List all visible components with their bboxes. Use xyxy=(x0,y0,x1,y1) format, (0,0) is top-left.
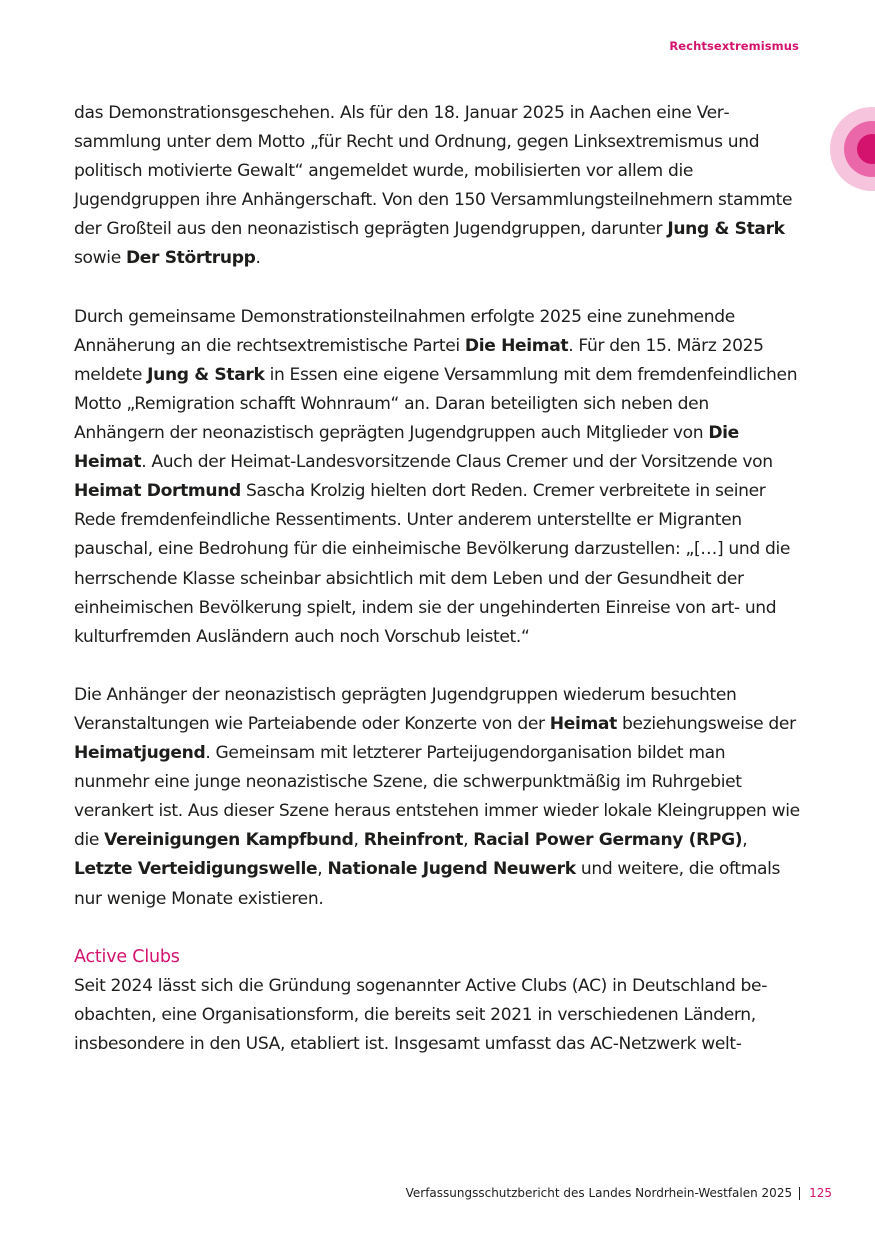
text-run: . Für den 15. März 2025 meldete xyxy=(74,335,764,385)
paragraph-2 xyxy=(74,303,802,652)
page-number: 125 xyxy=(809,1186,832,1200)
bold-term: Der Störtrupp xyxy=(125,248,256,269)
text-run: Sascha Krolzig hielten dort Reden. Cremer verbreitete in seiner Rede fremdenfeindliche Ressentiments. Unter anderem unterstellte er Migranten pauschal, eine Bedrohung für die einheimische Bevölkerung darzustellen: „[…] und die herrschende Klasse scheinbar absichtlich mit dem Leben und der Gesundheit der einheimischen Bevölkerung spielt, indem sie der ungehinderten Einreise von art- und kulturfremden Ausländern auch noch Vorschub leistet.“ xyxy=(74,481,791,647)
text-run: beziehungsweise der xyxy=(616,713,796,734)
text-run: Die Anhänger der neonazistisch geprägten Jugendgruppen wiederum besuchten Veranstaltungen wie Parteiabende oder Konzerte von der xyxy=(74,684,737,734)
text-run: , xyxy=(463,830,474,851)
concentric-circles-decoration xyxy=(830,107,875,191)
bold-term: Rheinfront xyxy=(363,830,464,851)
text-run: , xyxy=(317,859,328,880)
body-text xyxy=(74,99,802,1088)
section-heading: Active Clubs xyxy=(74,946,180,967)
paragraph-3 xyxy=(74,681,802,914)
bold-term: Racial Power Germany (RPG) xyxy=(473,830,743,851)
bold-term: Heimat Dortmund xyxy=(74,481,241,502)
text-run: . Auch der Heimat-Landesvorsitzende Claus Cremer und der Vorsitzende von xyxy=(141,452,773,473)
text-run: in Essen eine eigene Versammlung mit dem fremdenfeindlichen Motto „Remigration schafft Wohnraum“ an. Daran beteiligten sich neben den Anhängern der neonazistisch geprägten Jugendgruppen auch Mitglieder von xyxy=(74,364,798,444)
bold-term: Heimatjugend xyxy=(74,743,206,764)
text-run: , xyxy=(353,830,364,851)
footer-separator xyxy=(799,1187,800,1200)
text-run: Seit 2024 lässt sich die Gründung sogenannter Active Clubs (AC) in Deutschland beobachten, eine Organisationsform, die bereits seit 2021 in verschiedenen Ländern, insbesondere in den USA, etabliert ist. Insgesamt umfasst das AC-Netzwerk welt- xyxy=(74,975,768,1054)
text-run: das Demonstrationsgeschehen. Als für den 18. Januar 2025 in Aachen eine Versammlung unter dem Motto „für Recht und Ordnung, gegen Linksextremismus und politisch motivierte Gewalt“ angemeldet wurde, mobilisierten vor allem die Jugendgruppen ihre Anhängerschaft. Von den 150 Versammlungsteilnehmern stammte der Großteil aus den neonazistisch geprägten Jugendgruppen, darunter xyxy=(74,103,793,240)
section-paragraph xyxy=(74,972,802,1059)
text-run: . Gemeinsam mit letzterer Parteijugendorganisation bildet man nunmehr eine junge neonazistische Szene, die schwerpunktmäßig im Ruhrgebiet verankert ist. Aus dieser Szene heraus entstehen immer wieder lokale Kleingruppen wie die xyxy=(74,743,800,851)
bold-term: Jung & Stark xyxy=(667,219,785,240)
text-run: sowie xyxy=(74,248,126,269)
text-run: , xyxy=(742,830,748,851)
bold-term: Jung & Stark xyxy=(147,364,265,385)
text-run: Durch gemeinsame Demonstrationsteilnahmen erfolgte 2025 eine zunehmende Annäherung an die rechtsextremistische Partei xyxy=(74,306,735,356)
footer-publication: Verfassungsschutzbericht des Landes Nordrhein-Westfalen 2025 xyxy=(405,1186,793,1200)
paragraph-1 xyxy=(74,99,802,274)
bold-term: Die Heimat xyxy=(464,335,569,356)
bold-term: Die Heimat xyxy=(74,423,739,473)
bold-term: Nationale Jugend Neuwerk xyxy=(327,859,576,880)
text-run: . xyxy=(255,248,261,269)
bold-term: Letzte Verteidigungswelle xyxy=(74,859,318,880)
running-header: Rechtsextremismus xyxy=(669,39,799,53)
bold-term: Heimat xyxy=(549,713,617,734)
text-run: und weitere, die oftmals nur wenige Monate existieren. xyxy=(74,859,781,909)
page-footer xyxy=(406,1186,832,1200)
bold-term: Vereinigungen Kampfbund xyxy=(104,830,354,851)
